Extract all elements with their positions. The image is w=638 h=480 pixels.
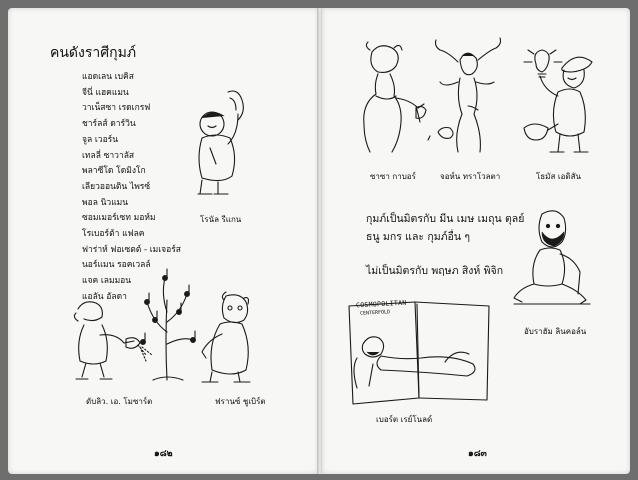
- list-item: ฟาร่าห์ ฟอเซตต์ - เมเจอร์ส: [82, 244, 181, 255]
- page-number-right: ๑๘๓: [468, 449, 487, 459]
- gabor-illustration: [350, 44, 430, 154]
- magazine-title: COSMOPOLITAN: [355, 298, 407, 310]
- travolta-illustration: [428, 38, 508, 156]
- caption-reagan: โรนัล รีแกน: [200, 215, 242, 224]
- list-item: พลาซีโด โดมิงโก: [82, 166, 146, 177]
- caption-lincoln: อับราฮัม ลินคอล์น: [524, 327, 587, 336]
- list-item: ซอมเมอร์เซท มอห์ม: [82, 213, 156, 224]
- incompatible-signs-text: ไม่เป็นมิตรกับ พฤษภ สิงห์ พิจิก: [366, 265, 504, 277]
- reagan-illustration: [188, 88, 258, 198]
- list-item: วาเน็สซา เรดเกรฟ: [82, 103, 151, 114]
- list-item: โรเบอร์ต้า แฟลค: [82, 229, 145, 240]
- compatible-signs-text: [366, 210, 524, 246]
- compatible-signs-line-2: ธนู มกร และ กุมภ์อื่น ๆ: [366, 231, 471, 243]
- lincoln-illustration: [512, 208, 592, 308]
- caption-edison: โธมัส เอดิสัน: [536, 172, 581, 181]
- list-item: นอร์แมน รอคเวลล์: [82, 260, 151, 271]
- page-title: คนดังราศีกุมภ์: [50, 45, 137, 61]
- caption-mozart: ดับลิว. เอ. โมซาร์ต: [86, 397, 153, 406]
- compatible-signs-line-1: กุมภ์เป็นมิตรกับ มีน เมษ เมถุน ตุลย์: [366, 213, 525, 225]
- list-item: เทลลี่ ซาวาลัส: [82, 150, 135, 161]
- list-item: พอล นิวแมน: [82, 197, 129, 208]
- list-item: จีนี่ แฮคแมน: [82, 87, 129, 98]
- page-number-left: ๑๘๒: [154, 449, 173, 459]
- list-item: แอลัน อัลดา: [82, 291, 127, 302]
- magazine-subtitle: CENTERFOLD: [359, 309, 391, 317]
- list-item: แจค เลมมอน: [82, 276, 132, 287]
- edison-illustration: [518, 50, 598, 156]
- list-item: ชาร์ลส์ ดาร์วิน: [82, 119, 136, 130]
- list-item: แอดเลน เบคิส: [82, 72, 134, 82]
- caption-reynolds: เบอร์ต เรย์โนลด์: [376, 415, 433, 424]
- caption-travolta: จอห์น ทราโวลตา: [440, 172, 501, 181]
- list-item: จูล เวอร์น: [82, 134, 119, 145]
- caption-gabor: ซาซา กาบอร์: [370, 172, 416, 181]
- caption-schubert: ฟรานซ์ ชูเบิร์ต: [215, 397, 266, 406]
- schubert-illustration: [198, 290, 268, 385]
- music-tree-illustration: [135, 272, 200, 382]
- list-item: เลียวออนติน ไพรซ์: [82, 181, 151, 192]
- celebrity-name-list: [82, 70, 181, 306]
